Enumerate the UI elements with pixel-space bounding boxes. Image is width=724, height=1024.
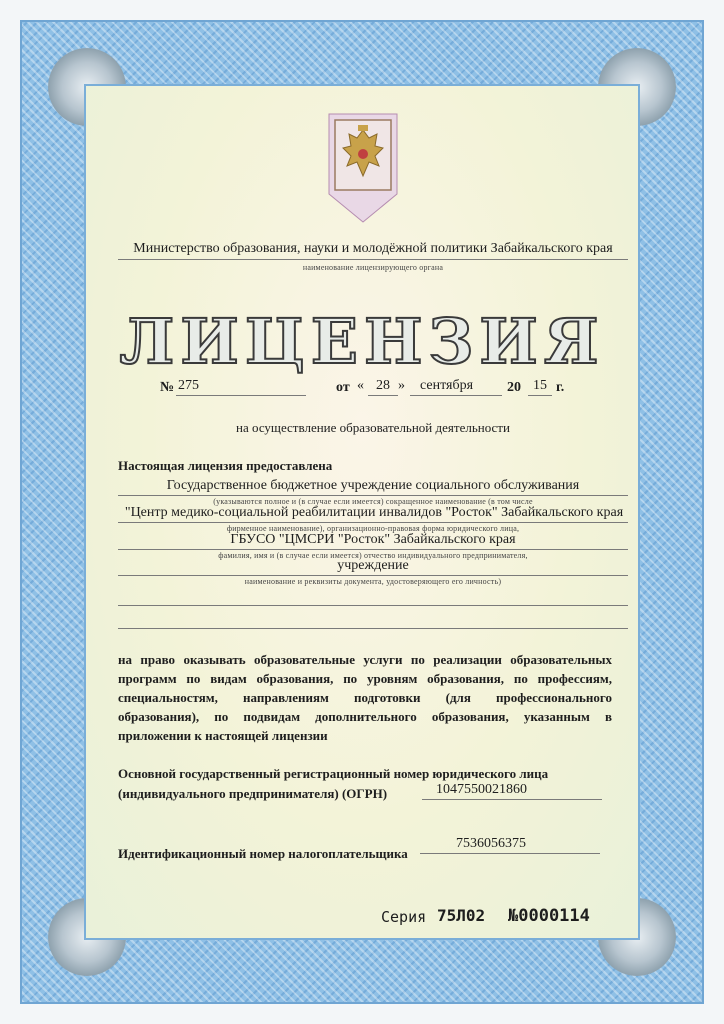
inn-value: 7536056375 <box>456 836 526 851</box>
ministry-underline <box>118 259 628 260</box>
rights-line-2: программ по видам образования, по уровням образования, по профессиям, <box>118 671 612 686</box>
year-label: г. <box>556 380 565 395</box>
quote-open: « <box>357 378 364 393</box>
org-name-line-1: Государственное бюджетное учреждение социального обслуживания <box>166 478 580 493</box>
date-day: 28 <box>376 378 390 393</box>
ministry-caption: наименование лицензирующего органа <box>302 263 444 272</box>
coat-of-arms-icon <box>327 112 399 224</box>
org-caption-1: (указываются полное и (в случае если имеется) сокращенное наименование (в том числе <box>213 497 533 506</box>
year-prefix: 20 <box>507 380 521 395</box>
rights-line-3: специальностям, направлениям подготовки (для профессионального <box>118 690 612 705</box>
ogrn-label-2: (индивидуального предпринимателя) (ОГРН) <box>118 786 388 801</box>
series-value: 75Л02 <box>437 906 486 925</box>
org-caption-4: наименование и реквизиты документа, удостоверяющего его личность) <box>244 577 502 586</box>
org-underline-3 <box>118 549 628 550</box>
org-underline-2 <box>118 522 628 523</box>
rights-line-5: приложении к настоящей лицензии <box>118 728 328 743</box>
blank-line <box>118 605 628 606</box>
ogrn-underline <box>422 799 602 800</box>
number-prefix: № <box>160 380 175 395</box>
blank-line <box>118 628 628 629</box>
series-label: Серия <box>381 908 427 926</box>
document-title: ЛИЦЕНЗИЯ <box>119 305 605 378</box>
org-short-name: ГБУСО "ЦМСРИ "Росток" Забайкальского края <box>230 532 516 547</box>
license-number: 275 <box>178 378 199 393</box>
rights-line-4: образования), по подвидам дополнительного образования, указанным в <box>118 709 612 724</box>
granted-label: Настоящая лицензия предоставлена <box>118 458 333 473</box>
license-purpose: на осуществление образовательной деятельности <box>236 420 510 435</box>
org-caption-2: фирменное наименование), организационно-правовая форма юридического лица, <box>226 524 520 533</box>
form-number: №0000114 <box>508 906 590 926</box>
day-underline <box>368 395 398 396</box>
org-legal-form: учреждение <box>337 558 409 573</box>
org-underline-4 <box>118 575 628 576</box>
month-underline <box>410 395 502 396</box>
rights-line-1: на право оказывать образовательные услуги по реализации образовательных <box>118 652 612 667</box>
ministry-name: Министерство образования, науки и молодёжной политики Забайкальского края <box>133 241 613 256</box>
inn-underline <box>420 853 600 854</box>
date-month: сентября <box>420 378 474 393</box>
org-name-line-2: "Центр медико-социальной реабилитации инвалидов "Росток" Забайкальского края <box>124 505 624 520</box>
ogrn-label-1: Основной государственный регистрационный номер юридического лица <box>118 766 549 781</box>
ogrn-value: 1047550021860 <box>436 782 527 797</box>
quote-close: » <box>398 378 405 393</box>
year-suffix: 15 <box>533 378 547 393</box>
inn-label: Идентификационный номер налогоплательщика <box>118 846 408 861</box>
org-caption-3: фамилия, имя и (в случае если имеется) отчество индивидуального предпринимателя, <box>218 551 528 560</box>
org-underline-1 <box>118 495 628 496</box>
year-underline <box>528 395 552 396</box>
date-from-label: от <box>336 380 350 395</box>
number-underline <box>176 395 306 396</box>
